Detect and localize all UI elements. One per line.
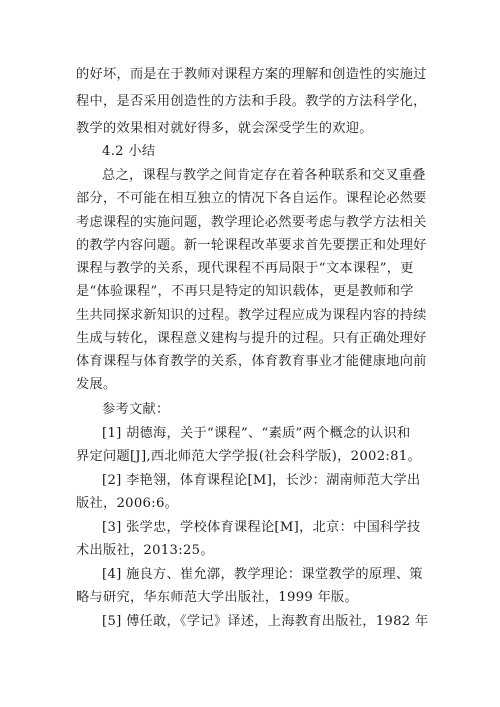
paragraph-line: 的教学内容问题。新一轮课程改革要求首先要摆正和处理好 [76,238,427,253]
reference-line: [4] 施良方、崔允漷，教学理论：课堂教学的原理、策 [102,567,423,582]
paragraph-line: 生共同探求新知识的过程。教学过程应成为课程内容的持续 [76,308,427,323]
section-heading: 4.2 小结 [102,144,156,159]
paragraph-line: 课程与教学的关系，现代课程不再局限于“文本课程”，更 [76,261,414,276]
paragraph-line: 生成与转化，课程意义建构与提升的过程。只有正确处理好 [76,331,427,346]
paragraph-line: 总之，课程与教学之间肯定存在着各种联系和交叉重叠 [102,168,426,183]
references-heading: 参考文献： [102,402,170,417]
reference-line: 术出版社，2013:25。 [76,543,214,558]
reference-line: 略与研究，华东师范大学出版社，1999 年版。 [76,590,359,605]
reference-line: [3] 张学忠，学校体育课程论[M]，北京：中国科学技 [102,520,421,535]
paragraph-line: 的好坏，而是在于教师对课程方案的理解和创造性的实施过 [76,67,427,82]
paragraph-line: 考虑课程的实施问题，教学理论必然要考虑与教学方法相关 [76,215,427,230]
paragraph-line: 部分，不可能在相互独立的情况下各自运作。课程论必然要 [76,191,427,206]
reference-line: [5] 傅任敢，《学记》译述，上海教育出版社，1982 年 [102,614,429,629]
paragraph-line: 发展。 [76,377,117,392]
paragraph-line: 程中，是否采用创造性的方法和手段。教学的方法科学化， [76,94,427,109]
paragraph-line: 教学的效果相对就好得多，就会深受学生的欢迎。 [76,121,373,136]
paragraph-line: 体育课程与体育教学的关系，体育教育事业才能健康地向前 [76,354,427,369]
paragraph-line: 是“体验课程”，不再只是特定的知识载体，更是教师和学 [76,284,414,299]
reference-line: [1] 胡德海，关于“课程”、“素质”两个概念的认识和 [102,426,411,441]
reference-line: [2] 李艳翎，体育课程论[M]，长沙：湖南师范大学出 [102,473,421,488]
reference-line: 版社，2006:6。 [76,496,179,511]
reference-line: 界定问题[J],西北师范大学学报(社会科学版)，2002:81。 [76,449,422,464]
